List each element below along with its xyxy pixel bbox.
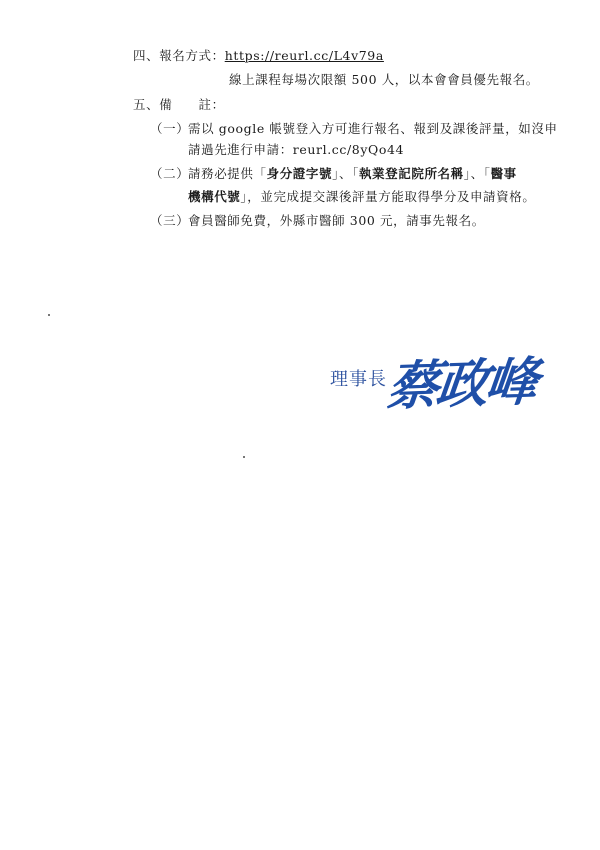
- scan-speck: [48, 314, 50, 316]
- remark-item-2-prefix: （二）: [150, 166, 190, 181]
- remark-item-2-text-e: 」、「: [463, 166, 491, 181]
- registration-label: 四、報名方式：: [133, 48, 225, 63]
- remark-item-3-text: 會員醫師免費，外縣市醫師 300 元，請事先報名。: [188, 213, 485, 228]
- registration-line: [133, 48, 384, 64]
- remark-item-3-prefix: （三）: [150, 213, 190, 228]
- id-number-field-label: 身分證字號: [266, 166, 333, 181]
- remark-item-2-text-c: 」、「: [332, 166, 359, 181]
- signature-name: 蔡政峰: [383, 351, 539, 418]
- scan-speck: [243, 456, 245, 458]
- signature-title: 理事長: [330, 369, 387, 390]
- remarks-label: 五、備 註：: [133, 97, 225, 112]
- medical-code-field-label-part-2: 機構代號: [188, 189, 241, 204]
- remark-item-1-prefix: （一）: [150, 121, 190, 136]
- medical-code-field-label-part-1: 醫事: [490, 166, 517, 181]
- clinic-name-field-label: 執業登記院所名稱: [358, 166, 464, 181]
- remark-item-2-text-g: 」，並完成提交課後評量方能取得學分及申請資格。: [240, 189, 536, 204]
- registration-url[interactable]: https://reurl.cc/L4v79a: [224, 48, 384, 63]
- remark-item-2-text-a: 請務必提供「: [188, 166, 267, 181]
- remark-item-1-line-2: 請過先進行申請：reurl.cc/8yQo44: [188, 142, 405, 157]
- registration-note: 線上課程每場次限額 500 人，以本會會員優先報名。: [229, 72, 539, 87]
- remark-item-2-line-2: [188, 189, 535, 205]
- remark-item-2-line-1: [188, 166, 517, 182]
- remark-item-1-line-1: 需以 google 帳號登入方可進行報名、報到及課後評量，如沒申: [188, 121, 558, 136]
